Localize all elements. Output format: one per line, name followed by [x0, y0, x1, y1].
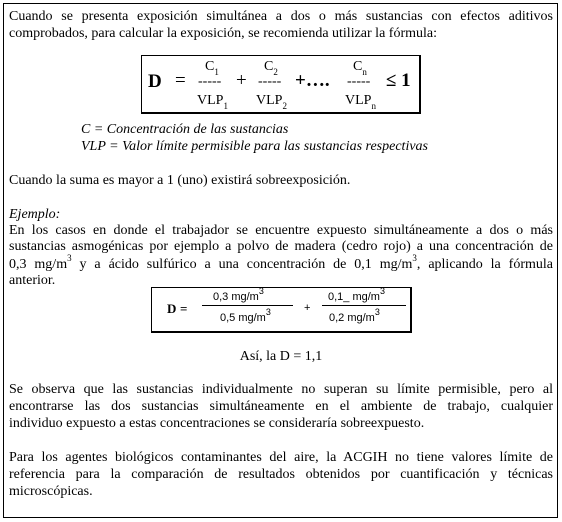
formula-vlpn: $VLP_n$ — [345, 93, 376, 111]
example-formula-box — [151, 287, 412, 333]
formula-cn: $C_n$ — [353, 59, 367, 77]
formula-d: D — [148, 71, 162, 92]
sum-note: Cuando la suma es mayor a 1 (uno) existirá sobreexposición. — [9, 173, 351, 188]
formula-dashes-n: ----- — [347, 74, 371, 89]
example-line-1: En los casos en donde el trabajador se encuentre expuesto simultáneamente a dos o más — [9, 223, 553, 238]
biological-line-1: Para los agentes biológicos contaminantes del aire, la ACGIH no tiene valores límite de — [9, 450, 553, 465]
intro-line-1: Cuando se presenta exposición simultánea a dos o más sustancias con efectos aditivos — [9, 9, 553, 24]
observation-line-1: Se observa que las sustancias individualmente no superan su límite permisible, pero al — [9, 382, 553, 397]
biological-line-2: referencia para la comparación de resultados obtenidos por cuantificación y técnicas — [9, 467, 553, 482]
result-line: Así, la D = 1,1 — [239, 349, 323, 364]
example-heading: Ejemplo: — [9, 207, 61, 222]
formula-dashes-2: ----- — [258, 74, 282, 89]
fraction-bar-1 — [202, 305, 293, 306]
fraction-bar-2 — [322, 305, 406, 306]
formula-leq-one: ≤ 1 — [386, 70, 411, 91]
example-plus: + — [304, 302, 311, 314]
formula-ellipsis: +…. — [295, 70, 330, 91]
additive-formula-box — [141, 55, 421, 114]
example-formula-d: D — [167, 301, 177, 316]
intro-line-2: comprobados, para calcular la exposición, se recomienda utilizar la fórmula: — [9, 26, 437, 41]
example-num-1: 0,3 $mg/m^3$ — [213, 286, 264, 303]
definition-c: C = Concentración de las sustancias — [81, 122, 289, 137]
formula-vlp2: $VLP_2$ — [256, 93, 287, 111]
formula-c1: $C_1$ — [205, 59, 219, 77]
example-line-2: sustancias asmogénicas por ejemplo a polvo de madera (cedro rojo) a una concentración de — [9, 239, 553, 254]
biological-line-3: microscópicas. — [9, 484, 93, 499]
example-line-3: 0,3 $mg/m^3$ y a ácido sulfúrico a una concentración de 0,1 $mg/m^3$, aplicando la fórmula — [9, 253, 554, 272]
formula-equals: = — [175, 70, 186, 91]
formula-dashes-1: ----- — [198, 74, 222, 89]
example-line-4: anterior. — [9, 273, 56, 288]
formula-plus: + — [236, 70, 247, 91]
definition-vlp: VLP = Valor límite permisible para las sustancias respectivas — [81, 139, 428, 154]
observation-line-2: encontrarse las dos sustancias simultáneamente en el ambiente de trabajo, cualquier — [9, 399, 553, 414]
formula-vlp1: $VLP_1$ — [197, 93, 228, 111]
observation-line-3: individuo expuesto a estas concentraciones se consideraría sobreexpuesto. — [9, 416, 425, 431]
example-den-2: 0,2 $mg/m^3$ — [329, 307, 380, 324]
formula-c2: $C_2$ — [264, 59, 278, 77]
example-formula-equals: = — [180, 301, 188, 316]
example-num-2: 0,1_ $mg/m^3$ — [328, 286, 385, 303]
example-den-1: 0,5 $mg/m^3$ — [220, 307, 271, 324]
